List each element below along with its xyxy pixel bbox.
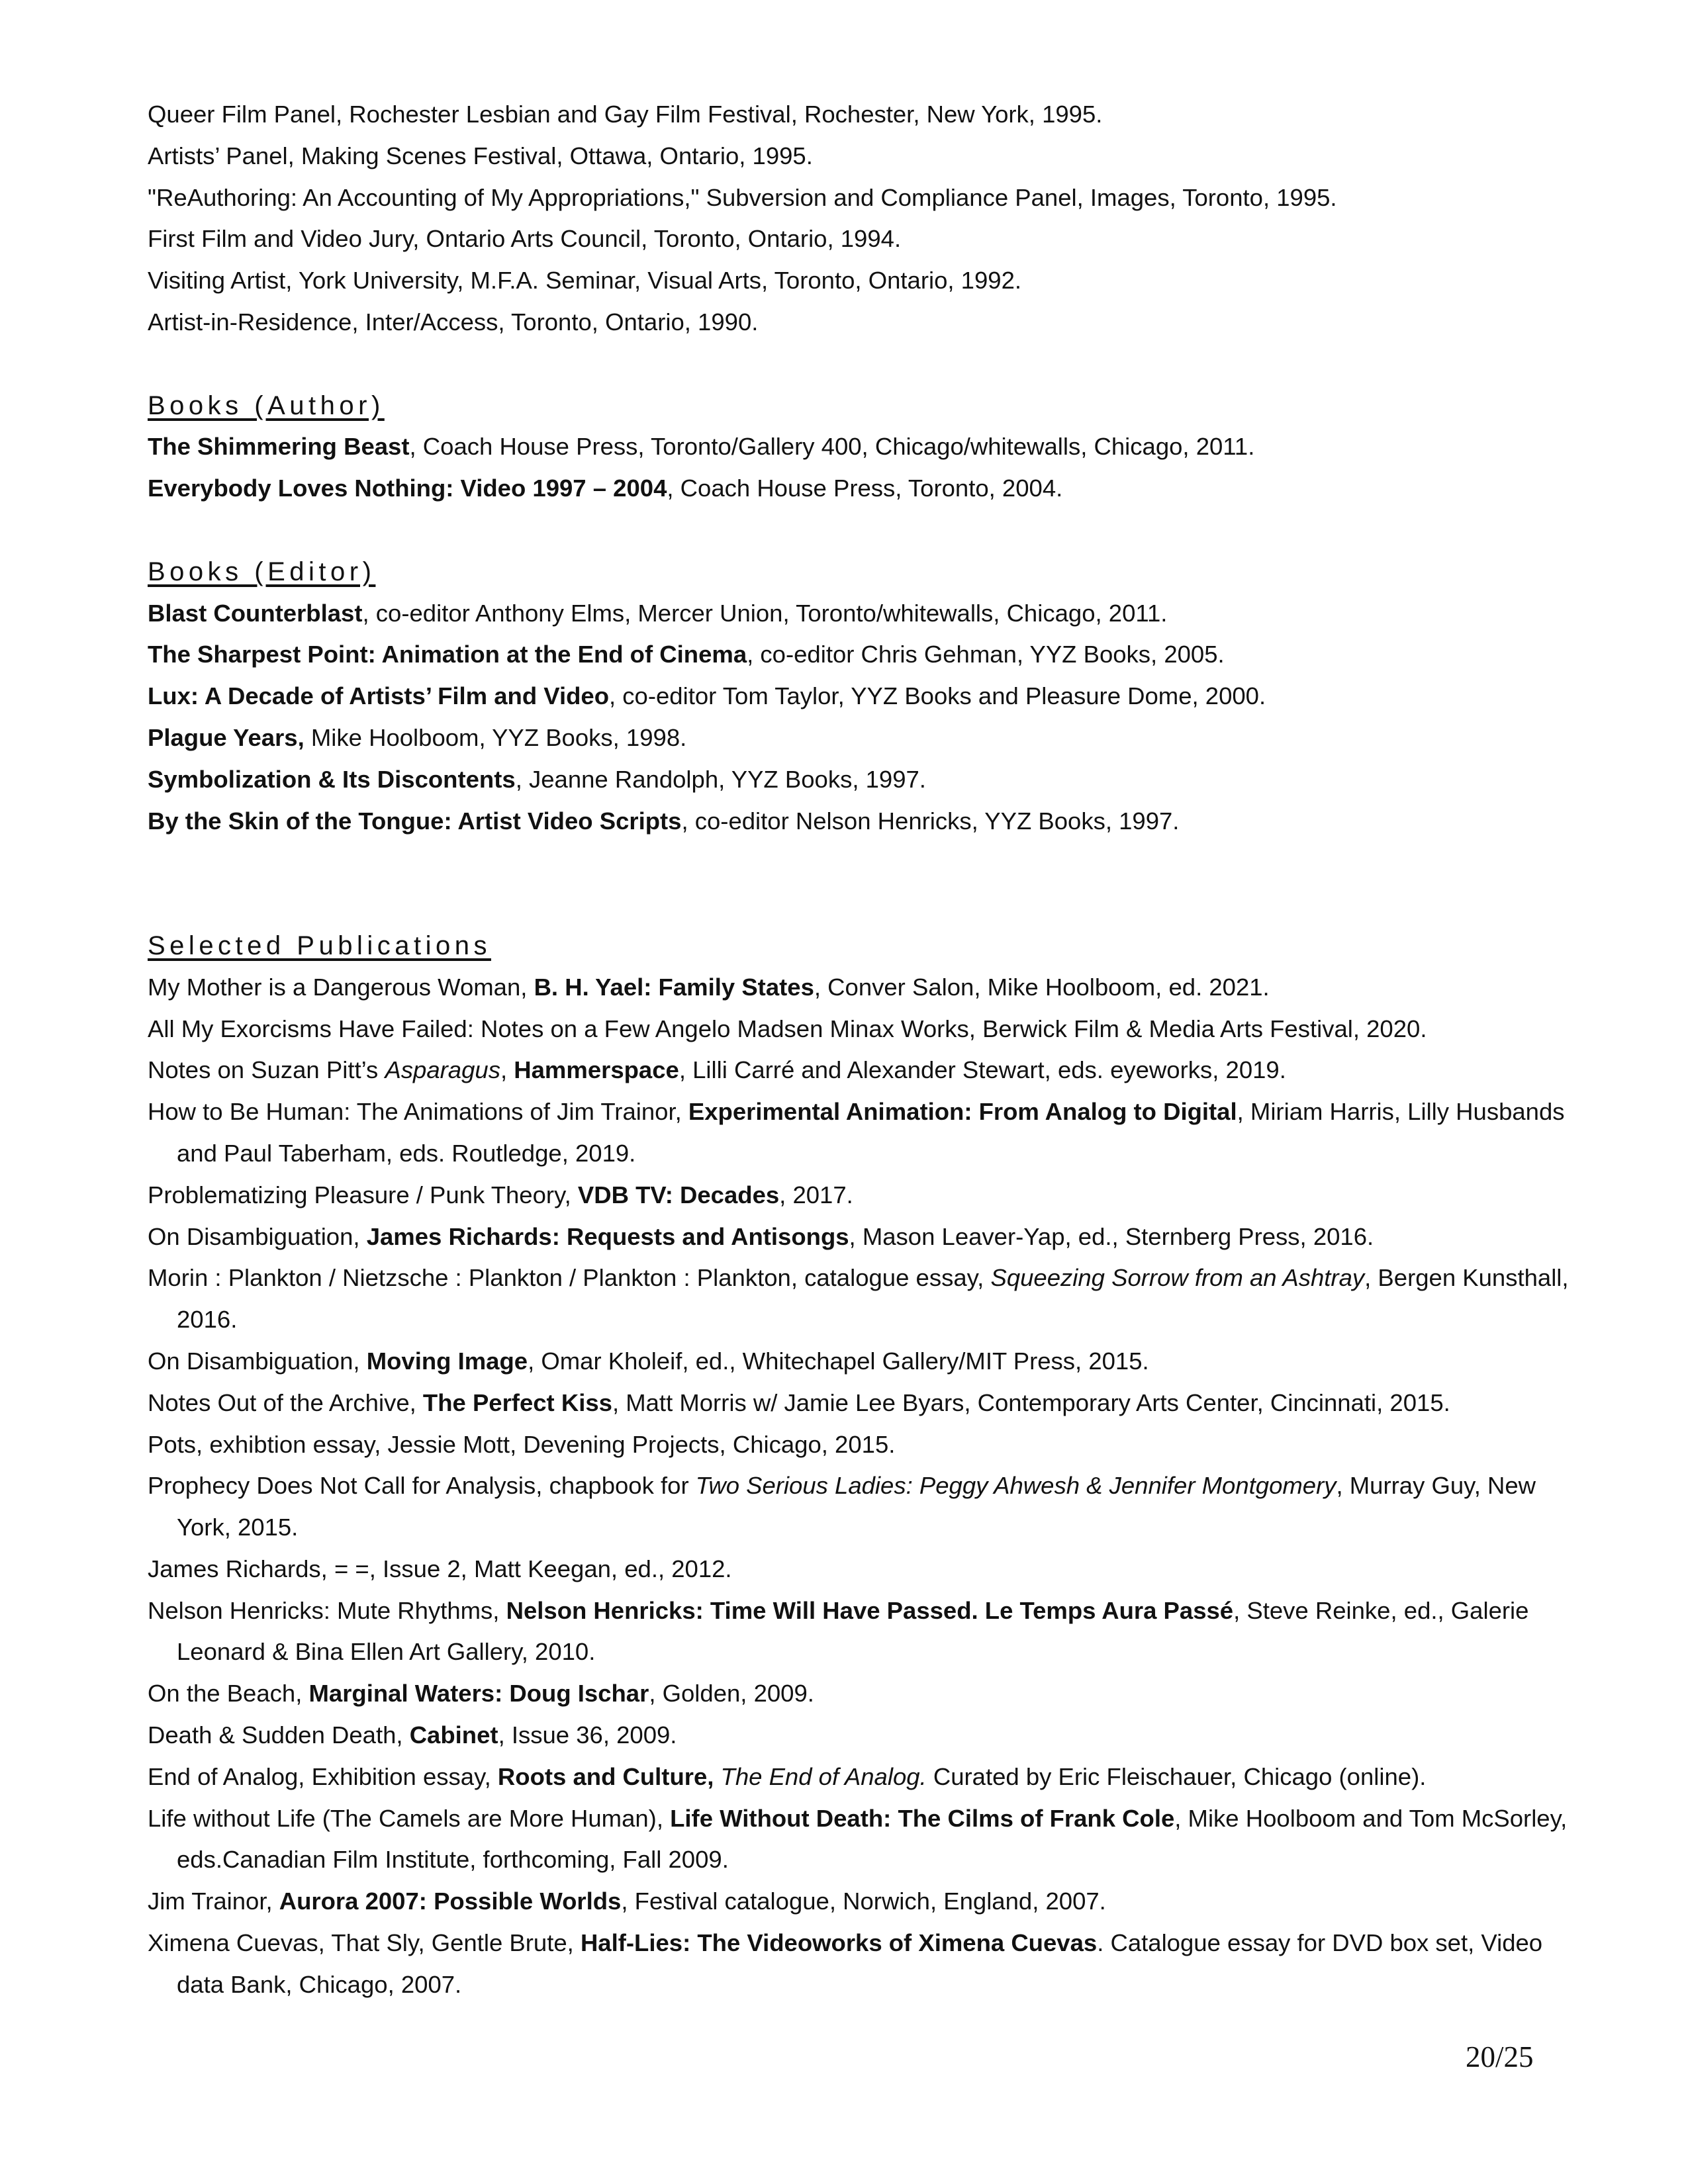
entry-title: Life Without Death: The Cilms of Frank Cole xyxy=(670,1804,1175,1832)
entry-italic-title: The End of Analog. xyxy=(720,1762,927,1790)
section-heading-books-editor: Books (Editor) xyxy=(148,557,376,586)
list-item: James Richards, = =, Issue 2, Matt Keegan, ed., 2012. xyxy=(148,1555,732,1582)
list-item: By the Skin of the Tongue: Artist Video Scripts, co-editor Nelson Henricks, YYZ Books, 1997. xyxy=(148,807,1180,835)
list-item: Queer Film Panel, Rochester Lesbian and Gay Film Festival, Rochester, New York, 1995. xyxy=(148,101,1103,128)
list-item: My Mother is a Dangerous Woman, B. H. Yael: Family States, Conver Salon, Mike Hoolboom, ed. 2021. xyxy=(148,973,1270,1001)
books-author-list xyxy=(148,426,1591,510)
document-page xyxy=(148,94,1591,2006)
entry-title: By the Skin of the Tongue: Artist Video Scripts xyxy=(148,807,682,835)
list-item: Visiting Artist, York University, M.F.A. Seminar, Visual Arts, Toronto, Ontario, 1992. xyxy=(148,267,1022,295)
list-item: Lux: A Decade of Artists’ Film and Video, co-editor Tom Taylor, YYZ Books and Pleasure Dome, 2000. xyxy=(148,682,1266,710)
list-item: Blast Counterblast, co-editor Anthony Elms, Mercer Union, Toronto/whitewalls, Chicago, 2011. xyxy=(148,599,1168,627)
entry-title: Lux: A Decade of Artists’ Film and Video xyxy=(148,682,610,710)
list-item: Artist-in-Residence, Inter/Access, Toronto, Ontario, 1990. xyxy=(148,308,759,336)
presentations-list xyxy=(148,94,1591,343)
list-item: Death & Sudden Death, Cabinet, Issue 36, 2009. xyxy=(148,1721,677,1749)
list-item: On Disambiguation, Moving Image, Omar Kholeif, ed., Whitechapel Gallery/MIT Press, 2015. xyxy=(148,1347,1149,1375)
entry-title: Everybody Loves Nothing: Video 1997 – 2004 xyxy=(148,475,667,502)
list-item: Symbolization & Its Discontents, Jeanne Randolph, YYZ Books, 1997. xyxy=(148,765,926,793)
list-item: On the Beach, Marginal Waters: Doug Ischar, Golden, 2009. xyxy=(148,1680,814,1707)
list-item: The Shimmering Beast, Coach House Press, Toronto/Gallery 400, Chicago/whitewalls, Chicago, 2011. xyxy=(148,433,1255,461)
list-item: Life without Life (The Camels are More Human), Life Without Death: The Cilms of Frank Cole, Mike Hoolboom and Tom McSorley, eds.Canadian Film Institute, forthcoming, Fall 2009. xyxy=(148,1804,1568,1874)
entry-title: The Shimmering Beast xyxy=(148,433,410,461)
entry-title: Marginal Waters: Doug Ischar xyxy=(308,1680,649,1707)
entry-title: The Sharpest Point: Animation at the End of Cinema xyxy=(148,641,747,668)
list-item: On Disambiguation, James Richards: Requests and Antisongs, Mason Leaver-Yap, ed., Sternberg Press, 2016. xyxy=(148,1222,1374,1250)
list-item: Problematizing Pleasure / Punk Theory, VDB TV: Decades, 2017. xyxy=(148,1181,853,1208)
list-item: All My Exorcisms Have Failed: Notes on a Few Angelo Madsen Minax Works, Berwick Film & Media Arts Festival, 2020. xyxy=(148,1015,1427,1042)
page-number: 20/25 xyxy=(1466,2040,1534,2073)
section-heading-books-author: Books (Author) xyxy=(148,390,385,420)
entry-title: B. H. Yael: Family States xyxy=(534,973,814,1001)
list-item: Notes Out of the Archive, The Perfect Kiss, Matt Morris w/ Jamie Lee Byars, Contemporary Arts Center, Cincinnati, 2015. xyxy=(148,1388,1450,1416)
entry-title: Hammerspace xyxy=(514,1056,679,1084)
entry-title: Blast Counterblast xyxy=(148,599,363,627)
list-item: Jim Trainor, Aurora 2007: Possible Worlds, Festival catalogue, Norwich, England, 2007. xyxy=(148,1888,1106,1915)
entry-title: Roots and Culture, xyxy=(497,1762,714,1790)
list-item: Notes on Suzan Pitt’s Asparagus, Hammerspace, Lilli Carré and Alexander Stewart, eds. eyeworks, 2019. xyxy=(148,1056,1286,1084)
list-item: The Sharpest Point: Animation at the End of Cinema, co-editor Chris Gehman, YYZ Books, 2005. xyxy=(148,641,1225,668)
entry-title: Cabinet xyxy=(409,1721,498,1749)
list-item: "ReAuthoring: An Accounting of My Appropriations," Subversion and Compliance Panel, Images, Toronto, 1995. xyxy=(148,183,1337,211)
entry-title: Half-Lies: The Videoworks of Ximena Cuevas xyxy=(580,1929,1098,1957)
entry-italic-title: Asparagus xyxy=(385,1056,500,1084)
list-item: Plague Years, Mike Hoolboom, YYZ Books, 1998. xyxy=(148,723,687,751)
entry-title: Plague Years, xyxy=(148,723,305,751)
list-item: Nelson Henricks: Mute Rhythms, Nelson Henricks: Time Will Have Passed. Le Temps Aura Passé, Steve Reinke, ed., Galerie Leonard & Bina Ellen Art Gallery, 2010. xyxy=(148,1596,1529,1666)
list-item: End of Analog, Exhibition essay, Roots and Culture, The End of Analog. Curated by Eric Fleischauer, Chicago (online). xyxy=(148,1762,1427,1790)
entry-italic-title: Squeezing Sorrow from an Ashtray xyxy=(990,1264,1365,1292)
entry-title: VDB TV: Decades xyxy=(577,1181,780,1208)
publications-list xyxy=(148,967,1591,2006)
list-item: Artists’ Panel, Making Scenes Festival, Ottawa, Ontario, 1995. xyxy=(148,142,813,169)
entry-title: Experimental Animation: From Analog to Digital xyxy=(688,1098,1237,1126)
entry-title: James Richards: Requests and Antisongs xyxy=(366,1222,849,1250)
books-editor-list xyxy=(148,593,1591,842)
list-item: Prophecy Does Not Call for Analysis, chapbook for Two Serious Ladies: Peggy Ahwesh & Jennifer Montgomery, Murray Guy, New York, 2015. xyxy=(148,1472,1536,1541)
list-item: How to Be Human: The Animations of Jim Trainor, Experimental Animation: From Analog to Digital, Miriam Harris, Lilly Husbands and Paul Taberham, eds. Routledge, 2019. xyxy=(148,1098,1565,1167)
entry-italic-title: Two Serious Ladies: Peggy Ahwesh & Jennifer Montgomery xyxy=(695,1472,1336,1500)
list-item: First Film and Video Jury, Ontario Arts Council, Toronto, Ontario, 1994. xyxy=(148,225,902,253)
entry-title: The Perfect Kiss xyxy=(422,1388,612,1416)
section-heading-selected-publications: Selected Publications xyxy=(148,931,491,960)
entry-title: Symbolization & Its Discontents xyxy=(148,765,516,793)
entry-title: Aurora 2007: Possible Worlds xyxy=(279,1888,622,1915)
list-item: Everybody Loves Nothing: Video 1997 – 2004, Coach House Press, Toronto, 2004. xyxy=(148,475,1063,502)
list-item: Pots, exhibtion essay, Jessie Mott, Devening Projects, Chicago, 2015. xyxy=(148,1430,896,1458)
list-item: Ximena Cuevas, That Sly, Gentle Brute, Half-Lies: The Videoworks of Ximena Cuevas. Catalogue essay for DVD box set, Video data Bank, Chicago, 2007. xyxy=(148,1929,1543,1998)
entry-title: Moving Image xyxy=(366,1347,528,1375)
list-item: Morin : Plankton / Nietzsche : Plankton / Plankton : Plankton, catalogue essay, Squeezing Sorrow from an Ashtray, Bergen Kunsthall, 2016. xyxy=(148,1264,1569,1334)
entry-title: Nelson Henricks: Time Will Have Passed. Le Temps Aura Passé xyxy=(506,1596,1234,1624)
